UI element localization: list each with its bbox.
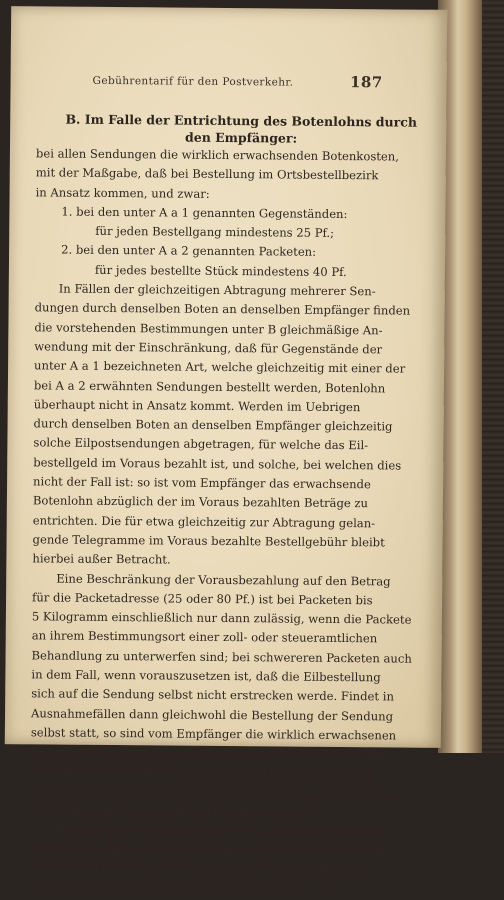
list-item-detail: für jeden Bestellgang mindestens 25 Pf.; xyxy=(95,224,335,241)
text-line: wendung mit der Einschränkung, daß für Gegenstände der xyxy=(34,339,383,357)
text-line: hierbei außer Betracht. xyxy=(32,551,171,567)
text-line: dungen durch denselben Boten an denselben Empfänger finden xyxy=(34,300,411,318)
text-line: nicht der Fall ist: so ist vom Empfänger das erwachsende xyxy=(33,474,371,492)
text-line: In Fällen der gleichzeitigen Abtragung mehrerer Sen- xyxy=(58,281,376,299)
section-heading-line: den Empfänger: xyxy=(184,129,298,146)
text-line: bei A a 2 erwähnten Sendungen bestellt werden, Botenlohn xyxy=(33,377,386,395)
text-line: (A a 1 und b 1) nicht aus, so werden die Briefe x. wie xyxy=(29,879,342,897)
text-line: 5 Kilogramm einschließlich nur dann zulässig, wenn die Packete xyxy=(31,609,412,627)
section-heading xyxy=(48,110,434,147)
text-line: gefunden werden, die vom Absender verwendeten Postwerth- xyxy=(29,840,394,859)
text-line: Ausnahmefällen dann gleichwohl die Bestellung der Sendung xyxy=(31,705,394,724)
text-line: Botenlohn abzüglich der im Voraus bezahlten Beträge zu xyxy=(32,493,369,511)
text-line: Botenkosten abzüglich der vom Absender für die Abtragung xyxy=(30,744,385,762)
text-line: überhaupt nicht in Ansatz kommt. Werden im Uebrigen xyxy=(33,397,361,415)
body-text xyxy=(29,144,430,900)
list-item-detail: für jedes bestellte Stück mindestens 40 Pf. xyxy=(94,262,347,279)
text-line: entrichten. Die für etwa gleichzeitig zur Abtragung gelan- xyxy=(32,512,376,530)
running-title: Gebührentarif für den Postverkehr. xyxy=(92,74,294,89)
text-line: Bestellung im Landbestellbezirk mindestens 40 Pf. xyxy=(30,802,329,820)
text-line: durch denselben Boten an denselben Empfänger gleichzeitig xyxy=(33,416,393,434)
list-item: 1. bei den unter A a 1 genannten Gegenständen: xyxy=(61,204,348,221)
text-line: Reichen bei Briefsendungen, welche im Briefkasten vor- xyxy=(53,821,386,839)
text-line: mit der Maßgabe, daß bei Bestellung im Ortsbestellbezirk xyxy=(35,165,379,183)
text-line: die vorstehenden Bestimmungen unter B gleichmäßige An- xyxy=(34,319,383,338)
text-line: sich auf die Sendung selbst nicht erstrecken werde. Findet in xyxy=(31,686,395,704)
running-header xyxy=(92,71,383,92)
text-line: gende Telegramme im Voraus bezahlte Bestellgebühr bleibt xyxy=(32,532,385,550)
text-line: Eine Beschränkung der Vorausbezahlung auf den Betrag xyxy=(56,571,391,588)
text-line: an ihrem Bestimmungsort einer zoll- oder steueramtlichen xyxy=(31,628,378,646)
text-line: bei allen Sendungen die wirklich erwachsenden Botenkosten, xyxy=(35,146,400,164)
text-line: stellung im Ortsbestellbezirk jedoch mindestens 15 Pf. und bei xyxy=(30,783,400,801)
text-line: in dem Fall, wenn vorauszusetzen ist, daß die Eilbestellung xyxy=(31,667,381,685)
text-line: solche Eilpostsendungen abgetragen, für welche das Eil- xyxy=(33,435,369,453)
text-line: für die Packetadresse (25 oder 80 Pf.) ist bei Packeten bis xyxy=(32,590,373,608)
text-line: in Ansatz kommen, und zwar: xyxy=(35,184,210,201)
text-line: der Adresse vorausbezahlten Gebühr zu entrichten, bei Be- xyxy=(30,763,380,781)
page-edges xyxy=(482,0,504,753)
page-number: 187 xyxy=(349,73,383,92)
text-line: Behandlung zu unterwerfen sind; bei schwereren Packeten auch xyxy=(31,648,412,666)
text-line: zeichen zur Deckung des Portos und der Eilbestellgebühr xyxy=(29,860,369,878)
section-heading-line: B. Im Falle der Entrichtung des Botenlohns durch xyxy=(65,111,418,130)
text-line: unter A a 1 bezeichneten Art, welche gleichzeitig mit einer der xyxy=(34,358,406,376)
book-spine xyxy=(438,0,504,753)
text-line: selbst statt, so sind vom Empfänger die wirklich erwachsenen xyxy=(30,725,397,743)
book-page xyxy=(5,6,447,897)
list-item: 2. bei den unter A a 2 genannten Packeten: xyxy=(61,243,317,260)
text-line: bestellgeld im Voraus bezahlt ist, und solche, bei welchen dies xyxy=(33,455,402,473)
